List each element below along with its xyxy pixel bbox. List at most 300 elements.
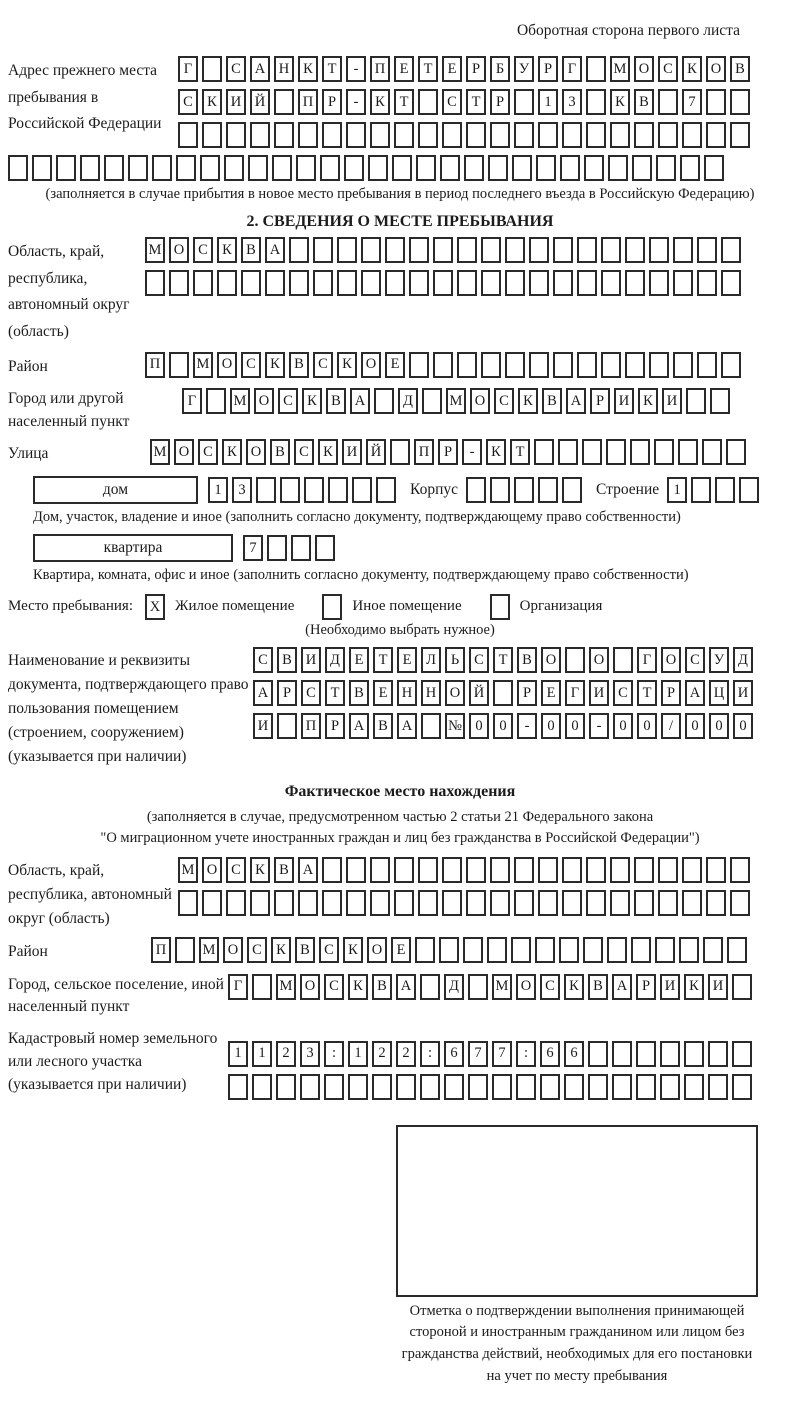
char-cell[interactable] xyxy=(634,122,654,148)
char-cell[interactable] xyxy=(315,535,335,561)
char-cell[interactable]: В xyxy=(295,937,315,963)
char-cell[interactable]: К xyxy=(271,937,291,963)
char-cell[interactable] xyxy=(418,122,438,148)
char-cell[interactable] xyxy=(613,647,633,673)
char-cell[interactable] xyxy=(702,439,722,465)
char-cell[interactable]: Й xyxy=(250,89,270,115)
char-cell[interactable] xyxy=(390,439,410,465)
char-cell[interactable] xyxy=(610,857,630,883)
char-cell[interactable] xyxy=(636,1041,656,1067)
char-cell[interactable]: О xyxy=(254,388,274,414)
char-cell[interactable]: О xyxy=(634,56,654,82)
char-cell[interactable]: М xyxy=(199,937,219,963)
char-cell[interactable] xyxy=(658,122,678,148)
char-cell[interactable] xyxy=(608,155,628,181)
char-cell[interactable] xyxy=(416,155,436,181)
char-cell[interactable]: 0 xyxy=(565,713,585,739)
char-cell[interactable] xyxy=(601,352,621,378)
char-cell[interactable]: О xyxy=(661,647,681,673)
char-cell[interactable]: 6 xyxy=(540,1041,560,1067)
char-cell[interactable]: П xyxy=(145,352,165,378)
char-cell[interactable] xyxy=(289,237,309,263)
char-cell[interactable]: В xyxy=(372,974,392,1000)
char-cell[interactable]: С xyxy=(494,388,514,414)
char-cell[interactable]: М xyxy=(150,439,170,465)
char-cell[interactable] xyxy=(422,388,442,414)
char-cell[interactable]: Р xyxy=(538,56,558,82)
char-cell[interactable]: К xyxy=(564,974,584,1000)
char-cell[interactable]: Г xyxy=(228,974,248,1000)
char-cell[interactable] xyxy=(256,477,276,503)
char-cell[interactable] xyxy=(538,122,558,148)
char-cell[interactable] xyxy=(322,857,342,883)
char-cell[interactable]: В xyxy=(289,352,309,378)
char-cell[interactable]: С xyxy=(301,680,321,706)
char-cell[interactable] xyxy=(217,270,237,296)
char-cell[interactable]: 3 xyxy=(232,477,252,503)
char-cell[interactable] xyxy=(250,890,270,916)
char-cell[interactable]: К xyxy=(518,388,538,414)
char-cell[interactable] xyxy=(178,122,198,148)
char-cell[interactable] xyxy=(649,237,669,263)
char-cell[interactable] xyxy=(206,388,226,414)
char-cell[interactable]: М xyxy=(610,56,630,82)
char-cell[interactable] xyxy=(691,477,711,503)
char-cell[interactable]: У xyxy=(514,56,534,82)
char-cell[interactable] xyxy=(655,937,675,963)
char-cell[interactable]: У xyxy=(709,647,729,673)
char-cell[interactable] xyxy=(322,890,342,916)
char-cell[interactable] xyxy=(678,439,698,465)
char-cell[interactable] xyxy=(727,937,747,963)
char-cell[interactable] xyxy=(715,477,735,503)
char-cell[interactable]: Т xyxy=(373,647,393,673)
char-cell[interactable] xyxy=(466,857,486,883)
char-cell[interactable]: П xyxy=(414,439,434,465)
char-cell[interactable] xyxy=(457,237,477,263)
char-cell[interactable] xyxy=(202,890,222,916)
char-cell[interactable]: Т xyxy=(325,680,345,706)
char-cell[interactable] xyxy=(468,1074,488,1100)
char-cell[interactable] xyxy=(265,270,285,296)
char-cell[interactable] xyxy=(516,1074,536,1100)
char-cell[interactable]: Е xyxy=(442,56,462,82)
char-cell[interactable]: 2 xyxy=(396,1041,416,1067)
char-cell[interactable] xyxy=(584,155,604,181)
char-cell[interactable]: - xyxy=(589,713,609,739)
char-cell[interactable]: К xyxy=(222,439,242,465)
char-cell[interactable]: М xyxy=(178,857,198,883)
char-cell[interactable] xyxy=(252,974,272,1000)
char-cell[interactable] xyxy=(463,937,483,963)
char-cell[interactable]: Д xyxy=(733,647,753,673)
char-cell[interactable] xyxy=(322,594,342,620)
dom-box[interactable] xyxy=(33,476,198,504)
char-cell[interactable] xyxy=(634,857,654,883)
char-cell[interactable] xyxy=(272,155,292,181)
char-cell[interactable] xyxy=(535,937,555,963)
char-cell[interactable]: А xyxy=(685,680,705,706)
char-cell[interactable]: В xyxy=(588,974,608,1000)
char-cell[interactable] xyxy=(553,237,573,263)
char-cell[interactable]: 1 xyxy=(538,89,558,115)
char-cell[interactable]: 2 xyxy=(276,1041,296,1067)
char-cell[interactable]: 3 xyxy=(562,89,582,115)
char-cell[interactable] xyxy=(178,890,198,916)
char-cell[interactable]: Й xyxy=(469,680,489,706)
char-cell[interactable]: И xyxy=(708,974,728,1000)
char-cell[interactable] xyxy=(296,155,316,181)
char-cell[interactable]: : xyxy=(516,1041,536,1067)
char-cell[interactable] xyxy=(466,122,486,148)
char-cell[interactable] xyxy=(490,857,510,883)
char-cell[interactable]: Г xyxy=(565,680,585,706)
char-cell[interactable] xyxy=(374,388,394,414)
char-cell[interactable]: К xyxy=(682,56,702,82)
char-cell[interactable]: Б xyxy=(490,56,510,82)
char-cell[interactable] xyxy=(346,122,366,148)
char-cell[interactable] xyxy=(505,237,525,263)
char-cell[interactable] xyxy=(457,352,477,378)
char-cell[interactable] xyxy=(313,237,333,263)
char-cell[interactable] xyxy=(492,1074,512,1100)
char-cell[interactable]: 6 xyxy=(564,1041,584,1067)
char-cell[interactable] xyxy=(560,155,580,181)
char-cell[interactable] xyxy=(679,937,699,963)
char-cell[interactable]: М xyxy=(230,388,250,414)
char-cell[interactable]: М xyxy=(492,974,512,1000)
char-cell[interactable] xyxy=(274,89,294,115)
char-cell[interactable]: Е xyxy=(391,937,411,963)
char-cell[interactable]: Р xyxy=(438,439,458,465)
char-cell[interactable]: Д xyxy=(398,388,418,414)
char-cell[interactable] xyxy=(104,155,124,181)
char-cell[interactable] xyxy=(394,890,414,916)
char-cell[interactable]: 3 xyxy=(300,1041,320,1067)
char-cell[interactable]: 7 xyxy=(682,89,702,115)
char-cell[interactable] xyxy=(612,1074,632,1100)
char-cell[interactable] xyxy=(586,89,606,115)
char-cell[interactable] xyxy=(697,270,717,296)
char-cell[interactable] xyxy=(538,890,558,916)
char-cell[interactable] xyxy=(300,1074,320,1100)
char-cell[interactable] xyxy=(468,974,488,1000)
char-cell[interactable] xyxy=(658,857,678,883)
char-cell[interactable] xyxy=(726,439,746,465)
char-cell[interactable]: М xyxy=(446,388,466,414)
char-cell[interactable]: Р xyxy=(590,388,610,414)
char-cell[interactable] xyxy=(348,1074,368,1100)
char-cell[interactable] xyxy=(660,1074,680,1100)
char-cell[interactable] xyxy=(536,155,556,181)
char-cell[interactable] xyxy=(540,1074,560,1100)
char-cell[interactable]: Р xyxy=(325,713,345,739)
char-cell[interactable]: С xyxy=(319,937,339,963)
char-cell[interactable] xyxy=(706,857,726,883)
char-cell[interactable]: С xyxy=(442,89,462,115)
char-cell[interactable]: С xyxy=(313,352,333,378)
char-cell[interactable] xyxy=(562,477,582,503)
char-cell[interactable]: В xyxy=(241,237,261,263)
char-cell[interactable] xyxy=(625,352,645,378)
char-cell[interactable] xyxy=(538,857,558,883)
char-cell[interactable]: К xyxy=(318,439,338,465)
char-cell[interactable]: С xyxy=(226,857,246,883)
char-cell[interactable] xyxy=(490,890,510,916)
char-cell[interactable] xyxy=(634,890,654,916)
char-cell[interactable] xyxy=(392,155,412,181)
char-cell[interactable]: - xyxy=(462,439,482,465)
char-cell[interactable]: С xyxy=(226,56,246,82)
char-cell[interactable]: А xyxy=(349,713,369,739)
char-cell[interactable]: 0 xyxy=(709,713,729,739)
char-cell[interactable]: П xyxy=(301,713,321,739)
char-cell[interactable]: Н xyxy=(274,56,294,82)
char-cell[interactable]: Е xyxy=(349,647,369,673)
char-cell[interactable] xyxy=(630,439,650,465)
char-cell[interactable]: П xyxy=(298,89,318,115)
char-cell[interactable] xyxy=(562,890,582,916)
char-cell[interactable]: Т xyxy=(510,439,530,465)
char-cell[interactable]: С xyxy=(613,680,633,706)
char-cell[interactable]: Р xyxy=(490,89,510,115)
char-cell[interactable]: И xyxy=(226,89,246,115)
char-cell[interactable]: О xyxy=(300,974,320,1000)
char-cell[interactable] xyxy=(274,890,294,916)
char-cell[interactable]: О xyxy=(541,647,561,673)
char-cell[interactable]: Т xyxy=(394,89,414,115)
char-cell[interactable] xyxy=(32,155,52,181)
char-cell[interactable] xyxy=(673,237,693,263)
char-cell[interactable] xyxy=(415,937,435,963)
char-cell[interactable]: 1 xyxy=(667,477,687,503)
char-cell[interactable] xyxy=(433,270,453,296)
char-cell[interactable] xyxy=(376,477,396,503)
char-cell[interactable] xyxy=(466,477,486,503)
char-cell[interactable] xyxy=(607,937,627,963)
char-cell[interactable] xyxy=(298,122,318,148)
char-cell[interactable] xyxy=(706,890,726,916)
char-cell[interactable] xyxy=(577,270,597,296)
char-cell[interactable]: П xyxy=(370,56,390,82)
char-cell[interactable]: К xyxy=(610,89,630,115)
char-cell[interactable] xyxy=(553,270,573,296)
char-cell[interactable]: Р xyxy=(636,974,656,1000)
char-cell[interactable] xyxy=(396,1074,416,1100)
char-cell[interactable]: 0 xyxy=(541,713,561,739)
char-cell[interactable] xyxy=(636,1074,656,1100)
char-cell[interactable] xyxy=(370,857,390,883)
char-cell[interactable] xyxy=(370,890,390,916)
char-cell[interactable] xyxy=(313,270,333,296)
char-cell[interactable] xyxy=(512,155,532,181)
char-cell[interactable] xyxy=(368,155,388,181)
char-cell[interactable] xyxy=(361,270,381,296)
char-cell[interactable] xyxy=(710,388,730,414)
char-cell[interactable] xyxy=(706,89,726,115)
char-cell[interactable]: - xyxy=(517,713,537,739)
char-cell[interactable] xyxy=(505,270,525,296)
char-cell[interactable]: А xyxy=(350,388,370,414)
char-cell[interactable] xyxy=(226,890,246,916)
char-cell[interactable] xyxy=(385,270,405,296)
char-cell[interactable] xyxy=(538,477,558,503)
char-cell[interactable]: С xyxy=(241,352,261,378)
char-cell[interactable] xyxy=(466,890,486,916)
char-cell[interactable]: А xyxy=(298,857,318,883)
char-cell[interactable] xyxy=(706,122,726,148)
char-cell[interactable]: : xyxy=(420,1041,440,1067)
char-cell[interactable]: Д xyxy=(325,647,345,673)
char-cell[interactable] xyxy=(577,352,597,378)
char-cell[interactable] xyxy=(739,477,759,503)
char-cell[interactable]: 7 xyxy=(243,535,263,561)
char-cell[interactable]: К xyxy=(370,89,390,115)
char-cell[interactable] xyxy=(586,56,606,82)
char-cell[interactable] xyxy=(553,352,573,378)
char-cell[interactable] xyxy=(193,270,213,296)
char-cell[interactable] xyxy=(730,122,750,148)
char-cell[interactable]: В xyxy=(277,647,297,673)
char-cell[interactable] xyxy=(649,270,669,296)
char-cell[interactable] xyxy=(202,122,222,148)
char-cell[interactable] xyxy=(490,477,510,503)
char-cell[interactable]: Е xyxy=(373,680,393,706)
char-cell[interactable]: И xyxy=(342,439,362,465)
char-cell[interactable]: Т xyxy=(322,56,342,82)
char-cell[interactable]: Г xyxy=(182,388,202,414)
char-cell[interactable] xyxy=(433,237,453,263)
char-cell[interactable] xyxy=(610,890,630,916)
char-cell[interactable] xyxy=(409,270,429,296)
char-cell[interactable]: О xyxy=(246,439,266,465)
char-cell[interactable]: 1 xyxy=(348,1041,368,1067)
char-cell[interactable]: А xyxy=(253,680,273,706)
char-cell[interactable]: И xyxy=(614,388,634,414)
char-cell[interactable]: - xyxy=(346,56,366,82)
char-cell[interactable] xyxy=(370,122,390,148)
char-cell[interactable]: С xyxy=(294,439,314,465)
char-cell[interactable] xyxy=(481,270,501,296)
char-cell[interactable]: О xyxy=(169,237,189,263)
char-cell[interactable] xyxy=(487,937,507,963)
char-cell[interactable] xyxy=(612,1041,632,1067)
char-cell[interactable]: С xyxy=(324,974,344,1000)
char-cell[interactable]: 7 xyxy=(492,1041,512,1067)
char-cell[interactable] xyxy=(175,937,195,963)
char-cell[interactable]: В xyxy=(634,89,654,115)
char-cell[interactable] xyxy=(586,890,606,916)
char-cell[interactable]: О xyxy=(589,647,609,673)
char-cell[interactable] xyxy=(601,237,621,263)
char-cell[interactable] xyxy=(372,1074,392,1100)
char-cell[interactable] xyxy=(514,890,534,916)
char-cell[interactable]: О xyxy=(445,680,465,706)
char-cell[interactable]: 0 xyxy=(637,713,657,739)
char-cell[interactable]: С xyxy=(198,439,218,465)
char-cell[interactable]: К xyxy=(337,352,357,378)
char-cell[interactable] xyxy=(684,1074,704,1100)
char-cell[interactable] xyxy=(169,352,189,378)
char-cell[interactable] xyxy=(481,352,501,378)
char-cell[interactable] xyxy=(649,352,669,378)
char-cell[interactable]: О xyxy=(367,937,387,963)
char-cell[interactable]: А xyxy=(396,974,416,1000)
char-cell[interactable] xyxy=(420,1074,440,1100)
char-cell[interactable]: А xyxy=(265,237,285,263)
char-cell[interactable] xyxy=(562,122,582,148)
char-cell[interactable]: Л xyxy=(421,647,441,673)
char-cell[interactable] xyxy=(409,352,429,378)
char-cell[interactable] xyxy=(337,270,357,296)
char-cell[interactable]: В xyxy=(542,388,562,414)
char-cell[interactable] xyxy=(606,439,626,465)
char-cell[interactable] xyxy=(421,713,441,739)
char-cell[interactable]: 0 xyxy=(613,713,633,739)
char-cell[interactable] xyxy=(586,122,606,148)
char-cell[interactable] xyxy=(267,535,287,561)
char-cell[interactable]: 0 xyxy=(469,713,489,739)
char-cell[interactable] xyxy=(324,1074,344,1100)
char-cell[interactable] xyxy=(418,857,438,883)
char-cell[interactable]: А xyxy=(612,974,632,1000)
char-cell[interactable]: С xyxy=(469,647,489,673)
char-cell[interactable]: В xyxy=(730,56,750,82)
char-cell[interactable] xyxy=(439,937,459,963)
char-cell[interactable] xyxy=(440,155,460,181)
char-cell[interactable]: О xyxy=(706,56,726,82)
char-cell[interactable] xyxy=(80,155,100,181)
char-cell[interactable]: 0 xyxy=(493,713,513,739)
char-cell[interactable]: К xyxy=(348,974,368,1000)
char-cell[interactable]: С xyxy=(247,937,267,963)
char-cell[interactable] xyxy=(145,270,165,296)
char-cell[interactable] xyxy=(488,155,508,181)
char-cell[interactable] xyxy=(444,1074,464,1100)
char-cell[interactable] xyxy=(721,270,741,296)
char-cell[interactable]: 1 xyxy=(228,1041,248,1067)
char-cell[interactable]: Н xyxy=(397,680,417,706)
char-cell[interactable] xyxy=(352,477,372,503)
char-cell[interactable]: 2 xyxy=(372,1041,392,1067)
char-cell[interactable]: К xyxy=(638,388,658,414)
char-cell[interactable] xyxy=(276,1074,296,1100)
char-cell[interactable] xyxy=(730,857,750,883)
char-cell[interactable]: П xyxy=(151,937,171,963)
char-cell[interactable]: Т xyxy=(466,89,486,115)
char-cell[interactable] xyxy=(56,155,76,181)
char-cell[interactable] xyxy=(291,535,311,561)
char-cell[interactable] xyxy=(708,1074,728,1100)
char-cell[interactable]: И xyxy=(662,388,682,414)
char-cell[interactable] xyxy=(682,890,702,916)
char-cell[interactable] xyxy=(514,122,534,148)
char-cell[interactable] xyxy=(252,1074,272,1100)
char-cell[interactable] xyxy=(632,155,652,181)
char-cell[interactable]: Р xyxy=(661,680,681,706)
char-cell[interactable]: И xyxy=(301,647,321,673)
char-cell[interactable]: Т xyxy=(637,680,657,706)
char-cell[interactable] xyxy=(176,155,196,181)
char-cell[interactable]: № xyxy=(445,713,465,739)
char-cell[interactable]: М xyxy=(276,974,296,1000)
char-cell[interactable] xyxy=(385,237,405,263)
char-cell[interactable] xyxy=(346,890,366,916)
char-cell[interactable] xyxy=(582,439,602,465)
char-cell[interactable] xyxy=(493,680,513,706)
char-cell[interactable] xyxy=(490,594,510,620)
char-cell[interactable] xyxy=(601,270,621,296)
